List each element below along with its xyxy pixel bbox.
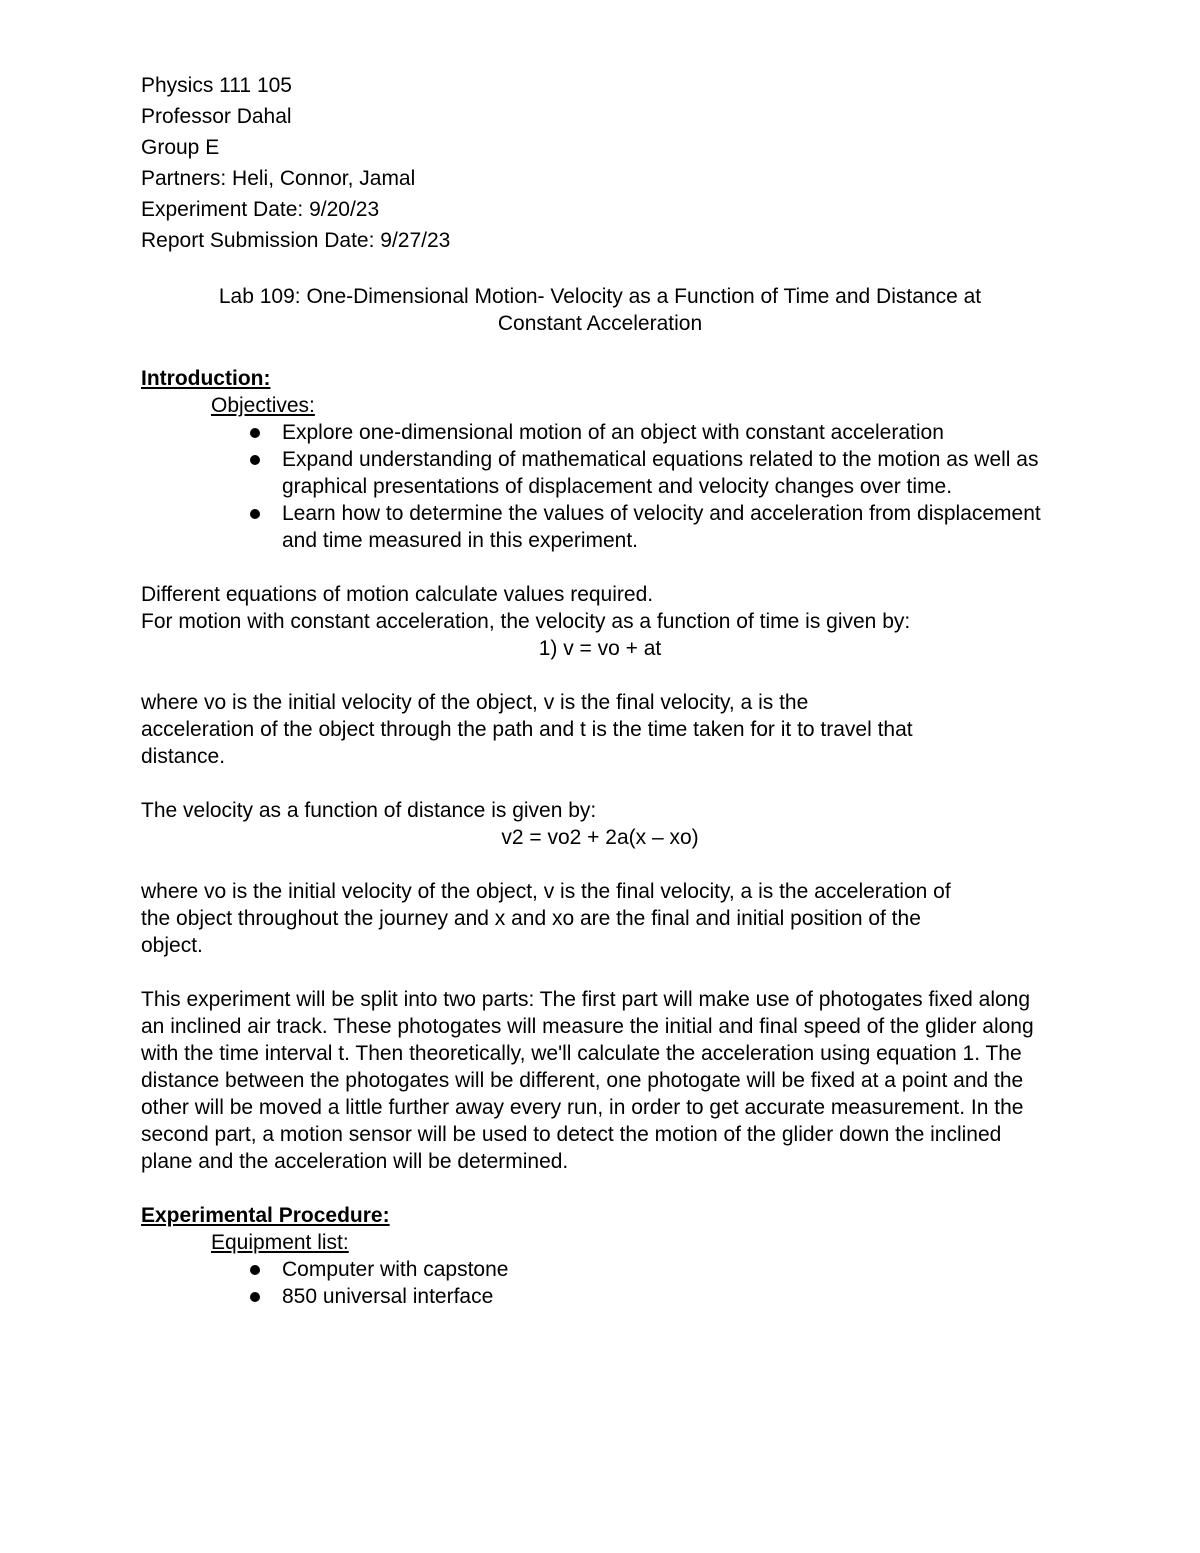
list-item xyxy=(282,419,1071,446)
experiment-overview-paragraph: This experiment will be split into two parts: The first part will make use of photogates fixed along an inclined air track. These photogates will measure the initial and final speed of the glider along with the time interval t. Then theoretically, we'll calculate the acceleration using equation 1. The distance between the photogates will be different, one photogate will be fixed at a point and the other will be moved a little further away every run, in order to get accurate measurement. In the second part, a motion sensor will be used to detect the motion of the glider down the inclined plane and the acceleration will be determined. xyxy=(141,988,1034,1173)
equipment-label: Equipment list: xyxy=(211,1231,349,1254)
equipment-list xyxy=(141,1256,1071,1310)
equation-1: 1) v = vo + at xyxy=(538,637,662,660)
report-title xyxy=(0,283,1200,337)
introduction-section xyxy=(141,365,1071,1175)
report-title-line-2: Constant Acceleration xyxy=(497,312,703,335)
intro-paragraph-line-2: For motion with constant acceleration, the velocity as a function of time is given by: xyxy=(141,610,911,633)
intro-paragraph-line-1: Different equations of motion calculate values required. xyxy=(141,583,654,606)
bullet-icon xyxy=(250,509,260,519)
professor-line: Professor Dahal xyxy=(141,105,292,128)
equation-2: v2 = vo2 + 2a(x – xo) xyxy=(501,826,699,849)
equation-1-explanation: where vo is the initial velocity of the object, v is the final velocity, a is the acceleration of the object through the path and t is the time taken for it to travel that distance. xyxy=(141,691,913,768)
bullet-icon xyxy=(250,1292,260,1302)
objective-text: Expand understanding of mathematical equations related to the motion as well as graphical presentations of displacement and velocity changes over time. xyxy=(282,448,1039,498)
submission-date-line: Report Submission Date: 9/27/23 xyxy=(141,229,451,252)
list-item xyxy=(282,500,1071,554)
equation-2-explanation: where vo is the initial velocity of the object, v is the final velocity, a is the acceleration of the object throughout the journey and x and xo are the final and initial position of the object. xyxy=(141,880,951,957)
course-line: Physics 111 105 xyxy=(141,74,292,97)
equipment-text: 850 universal interface xyxy=(282,1285,494,1308)
equations-intro xyxy=(141,581,1071,662)
bullet-icon xyxy=(250,1265,260,1275)
objectives-label: Objectives: xyxy=(211,394,315,417)
header-block xyxy=(141,70,1071,256)
distance-equation-block xyxy=(141,797,1071,851)
bullet-icon xyxy=(250,455,260,465)
list-item xyxy=(282,1283,1071,1310)
procedure-heading: Experimental Procedure: xyxy=(141,1204,390,1227)
partners-line: Partners: Heli, Connor, Jamal xyxy=(141,167,416,190)
objective-text: Explore one-dimensional motion of an object with constant acceleration xyxy=(282,421,944,444)
report-title-line-1: Lab 109: One-Dimensional Motion- Velocity as a Function of Time and Distance at xyxy=(218,285,982,308)
bullet-icon xyxy=(250,428,260,438)
equipment-text: Computer with capstone xyxy=(282,1258,509,1281)
introduction-heading: Introduction: xyxy=(141,367,271,390)
experiment-date-line: Experiment Date: 9/20/23 xyxy=(141,198,380,221)
list-item xyxy=(282,1256,1071,1283)
list-item xyxy=(282,446,1071,500)
procedure-section xyxy=(141,1202,1071,1310)
objectives-list xyxy=(141,419,1071,554)
objective-text: Learn how to determine the values of velocity and acceleration from displacement and time measured in this experiment. xyxy=(282,502,1041,552)
group-line: Group E xyxy=(141,136,220,159)
document-page xyxy=(141,70,1071,1310)
distance-equation-intro: The velocity as a function of distance is given by: xyxy=(141,799,597,822)
